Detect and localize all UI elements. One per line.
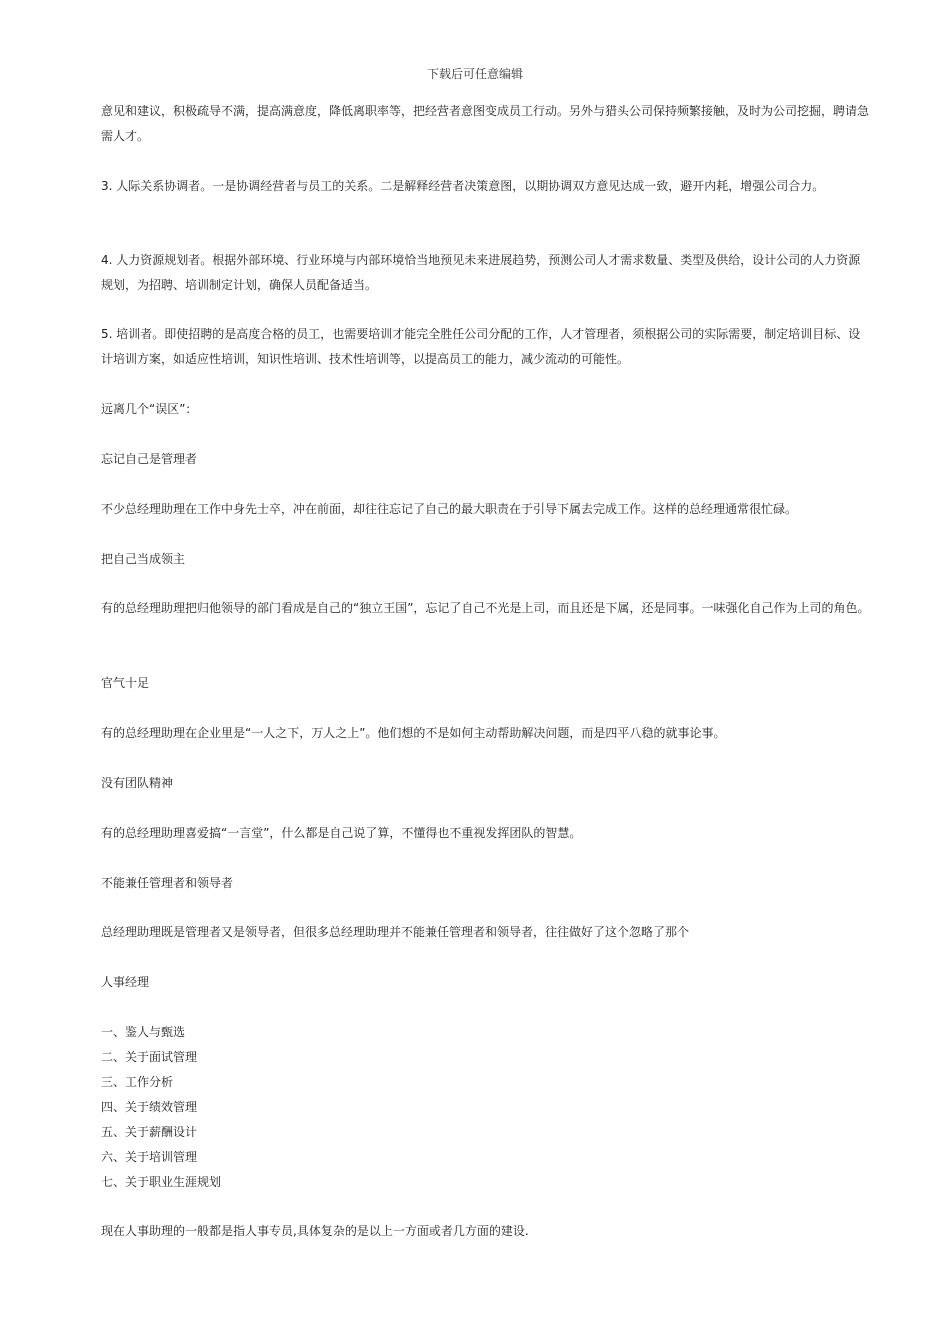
list-item: 五、关于薪酬设计 (101, 1125, 198, 1139)
pitfall-heading-3: 官气十足 (101, 676, 150, 690)
list-item: 六、关于培训管理 (101, 1150, 198, 1164)
pitfall-text-1: 不少总经理助理在工作中身先士卒，冲在前面，却往往忘记了自己的最大职责在于引导下属去完成工作。这样的总经理通常很忙碌。 (101, 502, 798, 516)
paragraph-item-3: 3. 人际关系协调者。一是协调经营者与员工的关系。二是解释经营者决策意图，以期协调双方意见达成一致，避开内耗，增强公司合力。 (101, 179, 825, 193)
list-item: 七、关于职业生涯规划 (101, 1175, 222, 1189)
paragraph-continuation: 意见和建议，积极疏导不满，提高满意度，降低离职率等，把经营者意图变成员工行动。另外与猎头公司保持频繁接触，及时为公司挖掘，聘请急需人才。 (101, 104, 870, 143)
paragraph-item-5: 5. 培训者。即使招聘的是高度合格的员工，也需要培训才能完全胜任公司分配的工作，人才管理者，须根据公司的实际需要，制定培训目标、设计培训方案，如适应性培训，知识性培训、技术性培训等，以提高员工的能力，减少流动的可能性。 (101, 327, 861, 366)
section-heading-hr-manager: 人事经理 (101, 975, 150, 989)
pitfall-text-2: 有的总经理助理把归他领导的部门看成是自己的“独立王国”，忘记了自己不光是上司，而且还是下属，还是同事。一味强化自己作为上司的角色。 (101, 601, 870, 615)
pitfall-text-3: 有的总经理助理在企业里是“一人之下，万人之上”。他们想的不是如何主动帮助解决问题，而是四平八稳的就事论事。 (101, 726, 726, 740)
page-header: 下载后可任意编辑 (426, 67, 523, 81)
list-item: 四、关于绩效管理 (101, 1100, 198, 1114)
pitfall-heading-2: 把自己当成领主 (101, 552, 186, 566)
pitfall-heading-4: 没有团队精神 (101, 776, 174, 790)
list-item: 一、鉴人与甄选 (101, 1025, 186, 1039)
paragraph-item-4: 4. 人力资源规划者。根据外部环境、行业环境与内部环境恰当地预见未来进展趋势，预测公司人才需求数量、类型及供给，设计公司的人力资源规划，为招聘、培训制定计划，确保人员配备适当。 (101, 253, 861, 292)
closing-paragraph: 现在人事助理的一般都是指人事专员,具体复杂的是以上一方面或者几方面的建设. (101, 1224, 529, 1238)
hr-topics-list (101, 1020, 501, 1195)
pitfall-text-4: 有的总经理助理喜爱搞“一言堂”，什么都是自己说了算，不懂得也不重视发挥团队的智慧。 (101, 826, 582, 840)
pitfall-heading-5: 不能兼任管理者和领导者 (101, 876, 234, 890)
pitfall-text-5: 总经理助理既是管理者又是领导者，但很多总经理助理并不能兼任管理者和领导者，往往做好了这个忽略了那个 (101, 925, 690, 939)
list-item: 三、工作分析 (101, 1075, 174, 1089)
list-item: 二、关于面试管理 (101, 1050, 198, 1064)
section-heading-pitfalls: 远离几个“误区”： (101, 402, 198, 416)
pitfall-heading-1: 忘记自己是管理者 (101, 452, 198, 466)
